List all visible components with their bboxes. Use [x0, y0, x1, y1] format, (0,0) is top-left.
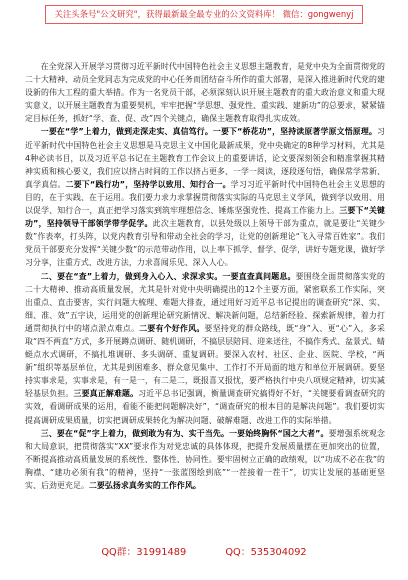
paragraph-text: 习近平总书记强调，衡量调查研究搞得好不好，“关键要看调查研究的实效，看调研成果的运用，看能不能把问题解决好”，“调查研究的根本目的是解决问题”。我们要切实提高调研成果质量，切实把调研成果转化为解决问题、破解难题、改进工作的实际举措。	[25, 389, 385, 425]
bold-heading-text: 三要下“关键功”，坚持领导干部领学带学促学。	[25, 206, 385, 229]
footer-qq-group: QQ群：31991489	[101, 547, 187, 558]
bold-heading-text: 二要下“践行功”，坚持学以致用、知行合一。	[65, 179, 231, 189]
bold-heading-text: 三要真正解难题。	[73, 389, 139, 399]
article-body	[25, 60, 385, 530]
banner-text: 关注头条号"公文研究"，获得最新最全最专业的公文资料库！ 微信：gongwenyj	[54, 9, 354, 19]
footer-contacts	[0, 544, 408, 558]
bold-heading-text: 二要有个好作风。	[139, 323, 205, 333]
bold-heading-text: 二、要在“查”上着力，做到身入心入、求深求实。一要直查真问题息。	[40, 271, 296, 281]
paragraph-text: 要围绕全面贯彻落实党的二十大精神、推动高质量发展，尤其是针对党中央明确提出的12个主要方面，紧密联系工作实际，突出重点、直击要害，实行问题大梳理、难题大排查，通过用好习近平总书记提出的调查研究“深、实、细、准、效”五字诀，运用党的创新理论研究新情况、解决新问题，总结新经验、探索新规律，着力打通贯彻执行中的堵点淤点难点。	[25, 271, 385, 333]
paragraph-text: 在全党深入开展学习贯彻习近平新时代中国特色社会主义思想主题教育，是党中央为全面贯彻党的二十大精神、动员全党同志为完成党的中心任务而团结奋斗所作的重大部署，是深入推进新时代党的建设新的伟大工程的重大举措。作为一名党员干部，必须深刻认识开展主题教育的重大政治意义和重大现实意义，以开展主题教育为重要契机，牢牢把握“学思想、强党性、重实践、建新功”的总要求，紧紧锚定目标任务，抓好“学、查、促、改”四个关键点，确保主题教育取得扎实成效。	[25, 62, 385, 124]
article-paragraph	[25, 60, 385, 125]
article-paragraph	[25, 125, 385, 269]
paragraph-text: 要坚持党的群众路线，既“身”入、更“心”入，多采取“四不两直”方式，多开展蹲点调研、随机调研，不搞层层陪同、迎来送往，不搞作秀式、盆景式、蜻蜓点水式调研，不搞扎堆调研、多头调研、重复调研。要深入农村、社区、企业、医院、学校，“两新”组织等基层单位，尤其是到困难多、群众意见集中、工作打不开局面的地方和单位开展调研。要坚持实事求是，实事求是，有一是一，有二是二，既报喜又报忧，要严格执行中央八项规定精神，切实减轻基层负担。	[25, 323, 385, 399]
bold-heading-text: 二要弘扬求真务实的工作作风。	[88, 481, 201, 490]
article-paragraph	[25, 427, 385, 492]
paragraph-text: 此次主题教育，以县处级以上领导干部为重点，就是要让“关键少数”作表率，打头阵，以党内教育引导和带动全社会的学习，让党的创新理论“飞入寻常百姓家”。我们党员干部要充分发挥“关键少数”的示范带动作用，以上率下抓学、督学、促学，讲好专题党课，做好学习分享，注重方式、改进方法，力求喜闻乐见、深入人心。	[25, 219, 385, 268]
paragraph-text: 习近平新时代中国特色社会主义思想是马克思主义中国化最新成果，党中央确定的8种学习材料，尤其是4种必读书目，以及习近平总书记在主题教育工作会议上的重要讲话，论文要深刻领会和精准掌握其精神实质和核心要义，我们应以挤占时间的工作以挤占更多、一学一阅读，逐段逐句悟，确保常学常新、真学真信。	[25, 127, 385, 189]
bold-heading-text: 一要在“学”上着力，做到走深走实、真信笃行。一要下“桥花功”，坚持读原著学原文悟原理。	[40, 127, 377, 137]
bold-heading-text: 三、要在“促”字上着力，做到敢为有为、实干当先。一要始终胸怀“国之大者”。	[40, 428, 329, 438]
paragraph-text: 要增强系统观念和大局意识，把贯彻落实“XX”要求作为对党忠诚的具体体现，把提升发展质量摆在更加突出的位置，不断提高推动高质量发展的系统性、整体性、协同性。要牢固树立正确的政绩观，以“功成不必在我”的胸襟、“建功必须有我”的精神，坚持“一张蓝图绘到底”“一茬接着一茬干”，切实让发展的基础更坚实、后劲更充足。	[25, 428, 385, 490]
footer-qq: QQ：535304092	[225, 547, 307, 558]
article-paragraph	[25, 270, 385, 427]
paragraph-text: 学习习近平新时代中国特色社会主义思想的目的，在于实践、在于运用。我们要力求力求掌握贯彻落实实际的马克思主义学风，做到学以致用、用以促学、知行合一，真正把学习落实到筑牢理想信念、锤炼坚强党性、提高工作能力上。	[25, 179, 385, 216]
top-banner	[45, 5, 363, 24]
